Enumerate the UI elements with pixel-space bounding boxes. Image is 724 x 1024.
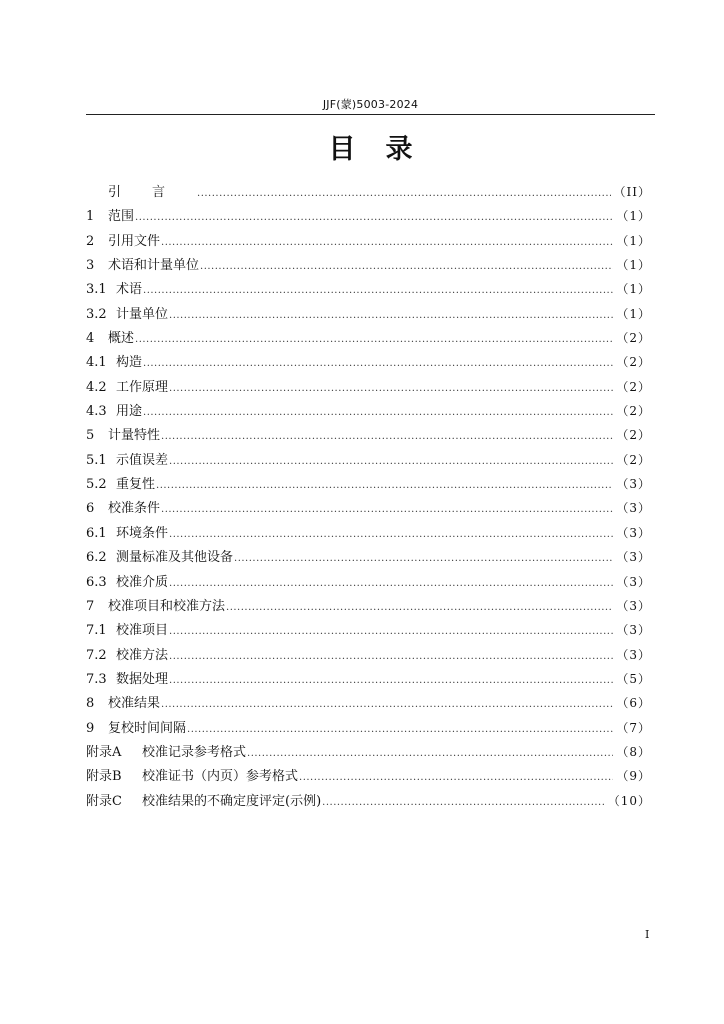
- toc-entry-label: 环境条件: [116, 525, 169, 541]
- toc-entry-page: （3）: [616, 598, 651, 613]
- toc-dot-leader: [135, 328, 613, 352]
- toc-entry-page: （6）: [616, 696, 651, 711]
- toc-entry-number: 4.3: [86, 404, 107, 420]
- toc-entry-page: （1）: [616, 258, 651, 273]
- toc-entry-label: 校准结果的不确定度评定(示例): [142, 793, 322, 809]
- toc-entry-page: （1）: [616, 306, 651, 321]
- toc-entry-label: 范围: [108, 209, 135, 225]
- toc-entry-label: 术语: [116, 282, 143, 298]
- toc-dot-leader: [169, 645, 613, 669]
- toc-entry-label: 重复性: [116, 477, 156, 493]
- toc-entry-number: 6.1: [86, 525, 107, 541]
- toc-entry-number: 7.1: [86, 623, 107, 639]
- toc-entry-page: （2）: [616, 331, 651, 346]
- toc-entry-label: 校准证书（内页）参考格式: [142, 769, 299, 785]
- toc-dot-leader: [234, 547, 613, 571]
- toc-entry[interactable]: [86, 350, 651, 374]
- toc-entry-label: 测量标准及其他设备: [116, 550, 234, 566]
- toc-entry-number: 4.2: [86, 379, 107, 395]
- toc-entry-number: 5.2: [86, 477, 107, 493]
- toc-entry-page: （II）: [613, 185, 651, 199]
- toc-dot-leader: [143, 401, 613, 425]
- toc-entry-page: （2）: [616, 355, 651, 370]
- toc-entry[interactable]: [86, 180, 651, 204]
- toc-entry-number: 8: [86, 696, 95, 712]
- toc-entry-number: 5.1: [86, 452, 107, 468]
- toc-entry[interactable]: [86, 716, 651, 740]
- toc-dot-leader: [197, 182, 611, 206]
- toc-entry-number: 附录B: [86, 769, 122, 785]
- toc-dot-leader: [247, 742, 613, 766]
- toc-dot-leader: [161, 498, 613, 522]
- toc-entry-page: （7）: [616, 720, 651, 735]
- toc-entry[interactable]: [86, 448, 651, 472]
- toc-entry-label: 术语和计量单位: [108, 258, 200, 274]
- toc-dot-leader: [156, 474, 613, 498]
- toc-entry-page: （8）: [616, 744, 651, 759]
- toc-entry-page: （3）: [616, 574, 651, 589]
- toc-entry-label: 复校时间间隔: [108, 720, 187, 736]
- toc-entry-page: （3）: [616, 525, 651, 540]
- toc-entry-number: 4.1: [86, 355, 107, 371]
- toc-entry-number: 6: [86, 501, 95, 517]
- toc-entry-label: 示值误差: [116, 452, 169, 468]
- toc-entry[interactable]: [86, 472, 651, 496]
- toc-dot-leader: [200, 255, 613, 279]
- toc-entry-label: 计量特性: [108, 428, 161, 444]
- toc-entry-page: （3）: [616, 501, 651, 516]
- toc-entry-number: 附录A: [86, 744, 122, 760]
- toc-entry[interactable]: [86, 618, 651, 642]
- toc-entry-number: 6.3: [86, 574, 107, 590]
- toc-dot-leader: [169, 523, 613, 547]
- toc-entry[interactable]: [86, 277, 651, 301]
- toc-entry[interactable]: [86, 691, 651, 715]
- toc-entry-number: 7.2: [86, 647, 107, 663]
- page-title: 目录: [328, 134, 443, 165]
- toc-entry-number: 7.3: [86, 671, 107, 687]
- toc-entry[interactable]: [86, 740, 651, 764]
- toc-entry[interactable]: [86, 423, 651, 447]
- toc-dot-leader: [169, 377, 613, 401]
- toc-entry-page: （1）: [616, 233, 651, 248]
- toc-dot-leader: [187, 718, 613, 742]
- toc-dot-leader: [169, 669, 613, 693]
- toc-entry[interactable]: [86, 764, 651, 788]
- toc-entry-page: （1）: [616, 209, 651, 224]
- toc-entry-number: 附录C: [86, 793, 122, 809]
- toc-entry[interactable]: [86, 521, 651, 545]
- toc-entry[interactable]: [86, 570, 651, 594]
- toc-entry-label: 校准介质: [116, 574, 169, 590]
- toc-entry-label: 引言: [108, 185, 197, 200]
- toc-entry[interactable]: [86, 667, 651, 691]
- toc-entry-label: 校准项目和校准方法: [108, 598, 226, 614]
- toc-dot-leader: [161, 231, 613, 255]
- toc-entry-page: （2）: [616, 428, 651, 443]
- table-of-contents: [86, 180, 651, 813]
- toc-entry[interactable]: [86, 399, 651, 423]
- toc-entry-number: 6.2: [86, 550, 107, 566]
- toc-entry-label: 概述: [108, 331, 135, 347]
- page-number: I: [645, 928, 650, 941]
- toc-entry-number: 7: [86, 598, 95, 614]
- toc-entry-label: 构造: [116, 355, 143, 371]
- toc-entry[interactable]: [86, 545, 651, 569]
- toc-dot-leader: [169, 450, 613, 474]
- header-divider: [86, 114, 655, 115]
- toc-entry-number: 9: [86, 720, 95, 736]
- toc-entry[interactable]: [86, 204, 651, 228]
- toc-dot-leader: [226, 596, 613, 620]
- toc-dot-leader: [135, 206, 613, 230]
- toc-entry[interactable]: [86, 229, 651, 253]
- toc-entry[interactable]: [86, 789, 651, 813]
- toc-entry-page: （10）: [607, 793, 651, 808]
- toc-entry-label: 工作原理: [116, 379, 169, 395]
- toc-dot-leader: [161, 693, 613, 717]
- toc-entry-page: （2）: [616, 379, 651, 394]
- toc-entry[interactable]: [86, 253, 651, 277]
- toc-entry-page: （1）: [616, 282, 651, 297]
- toc-entry[interactable]: [86, 375, 651, 399]
- toc-entry-page: （2）: [616, 452, 651, 467]
- toc-entry-page: （3）: [616, 550, 651, 565]
- toc-entry-label: 校准结果: [108, 696, 161, 712]
- toc-entry-label: 校准方法: [116, 647, 169, 663]
- toc-entry-number: 5: [86, 428, 95, 444]
- toc-dot-leader: [143, 279, 613, 303]
- toc-entry-page: （3）: [616, 623, 651, 638]
- toc-entry-label: 计量单位: [116, 306, 169, 322]
- toc-entry-page: （2）: [616, 404, 651, 419]
- toc-dot-leader: [169, 572, 613, 596]
- toc-entry-number: 3.1: [86, 282, 107, 298]
- toc-dot-leader: [169, 304, 613, 328]
- toc-entry-page: （9）: [616, 769, 651, 784]
- toc-entry-number: 3: [86, 258, 95, 274]
- toc-entry[interactable]: [86, 326, 651, 350]
- toc-entry-label: 校准记录参考格式: [142, 744, 247, 760]
- toc-dot-leader: [322, 791, 605, 815]
- document-code-header: JJF(蒙)5003-2024: [322, 98, 419, 111]
- toc-dot-leader: [161, 425, 613, 449]
- toc-dot-leader: [169, 620, 613, 644]
- toc-entry-label: 用途: [116, 404, 143, 420]
- toc-entry-page: （5）: [616, 671, 651, 686]
- toc-entry[interactable]: [86, 643, 651, 667]
- toc-entry-number: 1: [86, 209, 95, 225]
- toc-entry-number: 2: [86, 233, 95, 249]
- toc-entry-number: 3.2: [86, 306, 107, 322]
- toc-dot-leader: [143, 352, 613, 376]
- toc-entry-label: 校准项目: [116, 623, 169, 639]
- toc-entry-page: （3）: [616, 477, 651, 492]
- toc-entry-label: 引用文件: [108, 233, 161, 249]
- toc-entry[interactable]: [86, 496, 651, 520]
- toc-entry-label: 数据处理: [116, 671, 169, 687]
- toc-entry[interactable]: [86, 302, 651, 326]
- toc-entry-label: 校准条件: [108, 501, 161, 517]
- toc-dot-leader: [299, 766, 613, 790]
- toc-entry-number: 4: [86, 331, 95, 347]
- toc-entry-page: （3）: [616, 647, 651, 662]
- toc-entry[interactable]: [86, 594, 651, 618]
